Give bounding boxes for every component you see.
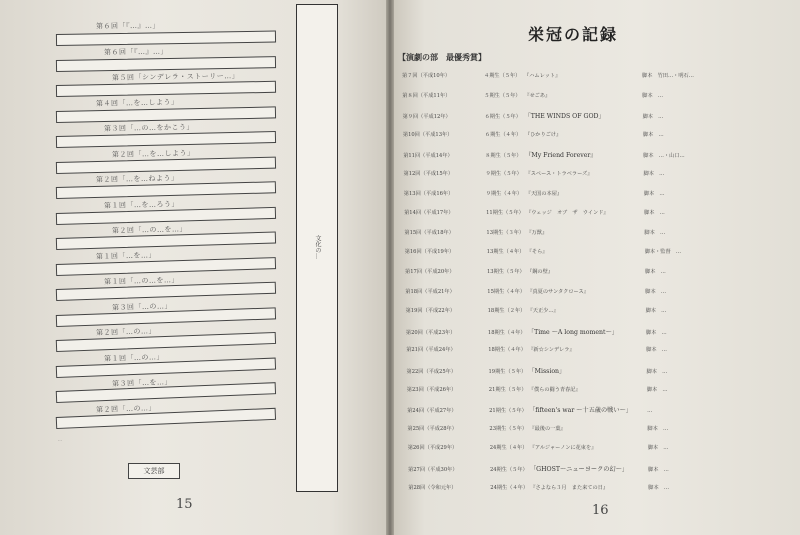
record-author: 脚本 … — [643, 190, 665, 197]
record-author: … — [647, 408, 653, 415]
record-title: 「Mission」 — [528, 368, 566, 375]
record-edition: 第18回（平成21年） — [405, 288, 455, 295]
record-author: 脚本 … — [645, 269, 666, 275]
club-name-box: 文芸部 — [128, 463, 180, 479]
record-grade: 21期生（５年） — [489, 408, 527, 415]
record-edition: 第21回（平成24年） — [406, 347, 456, 354]
record-grade: 11期生（５年） — [486, 210, 524, 217]
award-record-row — [407, 366, 668, 375]
award-record-row — [403, 111, 664, 120]
record-grade: ４期生（５年） — [484, 73, 521, 79]
record-edition: 第26回（平成29年） — [407, 445, 458, 452]
activity-strip-label: 第１回「…の…を…」 — [103, 276, 180, 286]
page-number-left: 15 — [176, 497, 193, 512]
award-record-row — [406, 307, 667, 314]
award-record-row — [406, 346, 667, 353]
award-record-row — [407, 425, 668, 432]
record-title: 『新☆シンデレラ』 — [528, 347, 575, 354]
record-title: 『鋼の壁』 — [527, 269, 553, 275]
record-author: 脚本 竹田…・明石… — [642, 73, 694, 79]
activity-strip-label: 第１回「…を…ろう」 — [103, 199, 180, 210]
award-record-row — [403, 150, 685, 159]
record-title: 『アルジャーノンに花束を』 — [529, 445, 597, 452]
record-title: 『さよなら３月 また来ての日』 — [530, 484, 609, 491]
record-author: 脚本 … — [642, 131, 664, 138]
record-grade: 13期生（５年） — [487, 269, 525, 275]
record-title: 『My Friend Forever』 — [525, 152, 597, 160]
activity-strip-label: 第５回「シンデレラ・ストーリー…」 — [111, 72, 240, 82]
award-record-row — [405, 288, 666, 295]
record-edition: 第22回（平成25年） — [406, 369, 457, 375]
record-grade: 24期生（５年） — [490, 467, 528, 473]
award-record-row — [408, 464, 669, 473]
record-author: 脚本 … — [645, 329, 667, 336]
record-author: 脚本 … — [648, 484, 670, 491]
record-title: 『真夏のサンタクロース』 — [527, 288, 589, 295]
record-grade: 24期生（４年） — [490, 484, 529, 491]
left-page-footnote: … — [58, 437, 62, 442]
award-record-row — [408, 484, 669, 491]
record-grade: 13期生（４年） — [486, 249, 525, 256]
record-title: 『最後の一葉』 — [529, 425, 566, 432]
award-record-row — [404, 170, 665, 177]
award-record-row — [402, 92, 663, 99]
record-edition: 第16回（平成19年） — [404, 249, 455, 256]
award-record-row — [406, 327, 667, 336]
record-edition: 第20回（平成23年） — [405, 329, 456, 336]
award-record-row — [407, 405, 652, 414]
record-edition: 第15回（平成18年） — [404, 229, 454, 236]
record-author: 脚本 … — [643, 171, 665, 177]
activity-strip-label: 第３回「…を…」 — [111, 378, 173, 388]
record-author: 脚本 … — [646, 369, 668, 375]
record-edition: 第24回（平成27年） — [407, 408, 457, 415]
award-record-row — [408, 444, 669, 451]
record-title: 「Time 〜A long moment〜」 — [527, 328, 618, 336]
record-author: 脚本 … — [642, 92, 664, 99]
activity-strip-label: 第３回「…の…をかこう」 — [103, 123, 195, 133]
award-record-row — [403, 131, 664, 138]
record-grade: 15期生（４年） — [487, 288, 526, 295]
vertical-ticket-box — [296, 4, 338, 492]
record-author: 脚本 … — [646, 347, 667, 354]
award-record-row — [404, 229, 665, 236]
activity-strip-label: 第１回「…の…」 — [103, 352, 165, 363]
record-edition: 第８回（平成11年） — [402, 92, 451, 99]
book-gutter — [386, 0, 394, 535]
activity-strip-label: 第３回「…の…」 — [111, 301, 173, 312]
record-author: 脚本 …・山口… — [643, 153, 685, 160]
record-author: 脚本 … — [647, 425, 669, 432]
page-title: 栄冠の記録 — [528, 25, 619, 44]
record-author: 脚本 … — [645, 308, 667, 315]
award-record-row — [404, 209, 665, 216]
record-edition: 第25回（平成28年） — [407, 425, 457, 432]
record-grade: ５期生（５年） — [484, 92, 521, 99]
record-grade: ９期生（４年） — [485, 190, 523, 197]
record-edition: 第19回（平成22年） — [405, 308, 456, 315]
activity-strip-label: 第１回「…を…」 — [95, 250, 157, 261]
activity-strip-label: 第４回「…を…しよう」 — [95, 97, 179, 108]
vertical-ticket-label: 文化の… — [314, 235, 321, 259]
record-grade: ８期生（５年） — [485, 153, 522, 160]
record-title: 『ウェッジ オブ ザ ウインド』 — [526, 210, 609, 217]
record-title: 『ハムレット』 — [524, 73, 561, 79]
record-author: 脚本 … — [642, 114, 664, 121]
record-title: 『スペース・トラベラーズ』 — [525, 171, 593, 177]
record-author: 脚本 … — [645, 288, 667, 295]
section-heading: 【演劇の部 最優秀賞】 — [398, 53, 486, 62]
record-edition: 第17回（平成20年） — [405, 269, 455, 275]
record-author: 脚本・監督 … — [644, 249, 682, 256]
record-grade: ９期生（５年） — [485, 171, 522, 177]
record-author: 脚本 … — [647, 445, 669, 452]
award-record-row — [405, 268, 666, 275]
activity-strip-label: 第２回「…の…」 — [95, 327, 157, 337]
page-number-right: 16 — [592, 503, 609, 518]
activity-strip-label: 第２回「…を…しよう」 — [111, 148, 195, 159]
activity-strip-label: 第２回「…の…を…」 — [111, 225, 188, 235]
award-record-row — [404, 190, 665, 197]
record-title: 「THE WINDS OF GOD」 — [524, 113, 605, 121]
award-record-row — [407, 386, 668, 393]
record-author: 脚本 … — [644, 210, 665, 217]
activity-strip-label: 第２回「…の…」 — [95, 403, 157, 414]
record-title: 『ひかりごけ』 — [524, 131, 562, 138]
record-grade: 18期生（４年） — [487, 329, 526, 336]
record-grade: ６期生（４年） — [484, 131, 522, 138]
record-edition: 第11回（平成14年） — [403, 153, 453, 160]
record-title: 「GHOST〜ニューヨークの幻〜」 — [530, 466, 629, 473]
record-edition: 第14回（平成17年） — [404, 210, 454, 217]
record-title: 『万獣』 — [526, 229, 548, 236]
record-edition: 第12回（平成15年） — [403, 171, 454, 177]
record-grade: 21期生（５年） — [488, 386, 527, 393]
record-author: 脚本 … — [646, 386, 668, 393]
record-edition: 第28回（令和元年） — [408, 484, 457, 491]
record-grade: 23期生（５年） — [489, 425, 528, 432]
record-grade: ６期生（５年） — [484, 114, 521, 121]
record-grade: 18期生（２年） — [487, 308, 526, 315]
record-edition: 第９回（平成12年） — [402, 114, 451, 121]
record-title: 『僕らの闘う青春記』 — [528, 386, 581, 393]
activity-strip-label: 第６回「『…』…」 — [95, 21, 161, 31]
activity-strip-label: 第２回「…を…ねよう」 — [95, 174, 179, 184]
record-edition: 第27回（平成30年） — [408, 467, 458, 473]
record-title: 「fifteen's war 〜十五歳の戦い〜」 — [529, 407, 632, 415]
award-record-row — [402, 72, 694, 79]
record-edition: 第13回（平成16年） — [403, 190, 454, 197]
award-record-row — [405, 248, 681, 255]
record-title: 『そら』 — [526, 249, 548, 256]
record-edition: 第10回（平成13年） — [402, 131, 453, 138]
record-grade: 13期生（３年） — [486, 229, 525, 236]
record-title: 『せごあ』 — [524, 92, 551, 99]
record-edition: 第７回（平成10年） — [402, 73, 451, 79]
record-title: 『天国の本屋』 — [525, 190, 563, 197]
activity-strip-label: 第６回「『…』…」 — [103, 47, 169, 56]
record-grade: 18期生（４年） — [488, 347, 526, 354]
record-author: 脚本 … — [644, 229, 666, 236]
record-grade: 24期生（４年） — [489, 445, 528, 452]
record-edition: 第23回（平成26年） — [406, 386, 457, 393]
record-grade: 19期生（５年） — [488, 369, 527, 375]
record-author: 脚本 … — [648, 467, 669, 473]
record-title: 『天正少…』 — [527, 308, 559, 315]
